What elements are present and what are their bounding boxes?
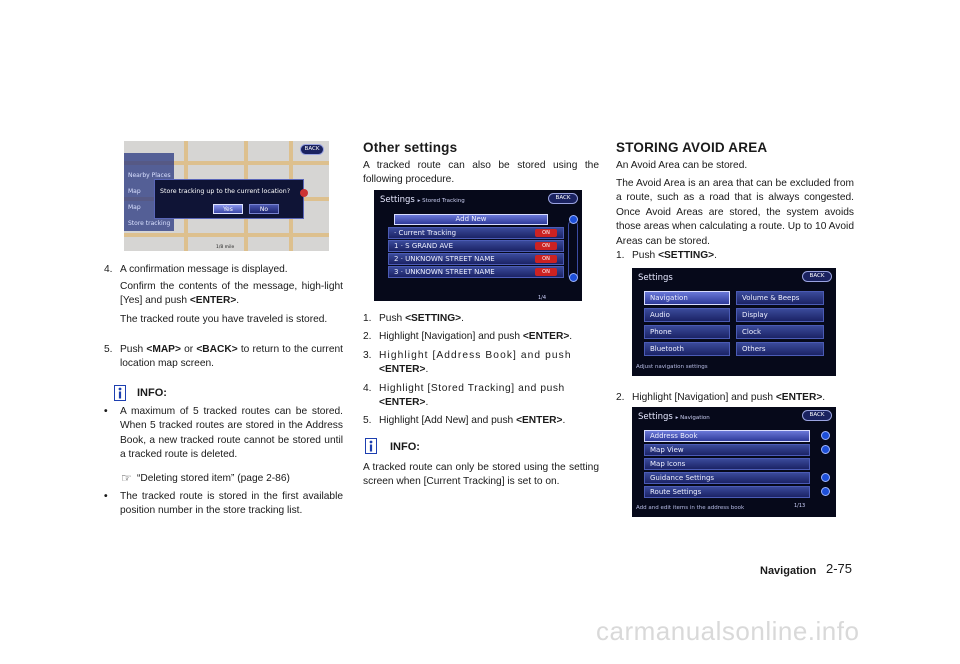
step: 1. Push <SETTING>. bbox=[363, 313, 464, 324]
navigation-settings-screen: Settings ▸ Navigation BACK Address Book Map View Map Icons Guidance Settings Route Settings 1/13 Add and edit items in the address book bbox=[632, 407, 836, 517]
bullet-dot: • bbox=[104, 406, 108, 417]
step-4-detail: Confirm the contents of the message, high-light [Yes] and push <ENTER>. bbox=[120, 281, 343, 307]
menu-navigation[interactable]: Navigation bbox=[644, 291, 730, 305]
vehicle-marker-icon bbox=[300, 189, 308, 197]
menu-item[interactable]: Store tracking bbox=[128, 220, 171, 227]
other-settings-heading: Other settings bbox=[363, 140, 458, 155]
tracking-row[interactable]: · Current Tracking ON bbox=[388, 227, 564, 239]
stored-tracking-screen: Settings ▸ Stored Tracking BACK Add New · Current Tracking ON 1 · S GRAND AVE ON 2 · UNKNOWN STREET NAME ON 3 · UNKNOWN STREET NAME ON 1/4 bbox=[374, 190, 582, 301]
menu-volume-beeps[interactable]: Volume & Beeps bbox=[736, 291, 824, 305]
bullet-1: • A maximum of 5 tracked routes can be stored. When 5 tracked routes are stored in the Address Book, a new tracked route cannot be stored until a tracked route is deleted. bbox=[104, 406, 343, 461]
menu-audio[interactable]: Audio bbox=[644, 308, 730, 322]
back-button[interactable]: BACK bbox=[802, 410, 832, 421]
back-button[interactable]: BACK bbox=[548, 193, 578, 204]
menu-clock[interactable]: Clock bbox=[736, 325, 824, 339]
storing-avoid-area-heading: STORING AVOID AREA bbox=[616, 140, 768, 155]
no-button[interactable]: No bbox=[249, 204, 279, 214]
menu-bluetooth[interactable]: Bluetooth bbox=[644, 342, 730, 356]
section-name: Navigation bbox=[760, 565, 817, 577]
tracking-row[interactable]: 1 · S GRAND AVE ON bbox=[388, 240, 564, 252]
map-confirmation-screen bbox=[124, 141, 329, 251]
on-badge: ON bbox=[535, 255, 557, 263]
page-indicator: 1/13 bbox=[794, 503, 806, 509]
scroll-page-up-icon[interactable] bbox=[821, 445, 830, 454]
on-badge: ON bbox=[535, 242, 557, 250]
menu-item[interactable]: Nearby Places bbox=[128, 172, 171, 179]
pointing-hand-icon: ☞ bbox=[121, 471, 132, 485]
step: 3. Highlight [Address Book] and push <ENTER>. bbox=[363, 349, 572, 376]
info-label: INFO: bbox=[390, 441, 420, 453]
on-badge: ON bbox=[535, 229, 557, 237]
bullet-dot: • bbox=[104, 491, 108, 502]
info-label: INFO: bbox=[137, 387, 167, 399]
page-indicator: 1/4 bbox=[538, 295, 547, 301]
info-icon bbox=[114, 385, 126, 401]
info-text: A tracked route can only be stored using the setting screen when [Current Tracking] is set to on. bbox=[363, 462, 599, 488]
scroll-page-down-icon[interactable] bbox=[821, 473, 830, 482]
page-number: 2-75 bbox=[826, 561, 853, 576]
avoid-area-intro: An Avoid Area can be stored. bbox=[616, 160, 748, 171]
menu-guidance-settings[interactable]: Guidance Settings bbox=[644, 472, 810, 484]
scroll-down-icon[interactable] bbox=[569, 273, 578, 282]
back-button[interactable]: BACK bbox=[802, 271, 832, 282]
confirmation-dialog bbox=[154, 179, 304, 219]
other-settings-intro: A tracked route can also be stored using the following procedure. bbox=[363, 160, 599, 186]
on-badge: ON bbox=[535, 268, 557, 276]
info-icon bbox=[365, 438, 377, 454]
step: 2. Highlight [Navigation] and push <ENTER>. bbox=[363, 331, 573, 343]
screen-hint: Add and edit items in the address book bbox=[636, 504, 745, 511]
menu-address-book[interactable]: Address Book bbox=[644, 430, 810, 442]
menu-phone[interactable]: Phone bbox=[644, 325, 730, 339]
step: 4. Highlight [Stored Tracking] and push <ENTER>. bbox=[363, 382, 565, 409]
scroll-up-icon[interactable] bbox=[569, 215, 578, 224]
scroll-down-icon[interactable] bbox=[821, 487, 830, 496]
cross-reference: ☞ “Deleting stored item” (page 2-86) bbox=[121, 471, 290, 485]
step: 5. Highlight [Add New] and push <ENTER>. bbox=[363, 415, 566, 427]
step-4-note: The tracked route you have traveled is stored. bbox=[120, 314, 328, 325]
step-1: 1. Push <SETTING>. bbox=[616, 250, 717, 261]
menu-display[interactable]: Display bbox=[736, 308, 824, 322]
map-scale: 1/8 mile bbox=[216, 245, 235, 250]
procedure-steps bbox=[363, 312, 599, 429]
watermark: carmanualsonline.info bbox=[596, 616, 860, 646]
menu-map-view[interactable]: Map View bbox=[644, 444, 810, 456]
yes-button[interactable]: Yes bbox=[213, 204, 243, 214]
screen-hint: Adjust navigation settings bbox=[636, 363, 708, 370]
dialog-text: Store tracking up to the current location? bbox=[160, 188, 291, 195]
step-2: 2. Highlight [Navigation] and push <ENTER>. bbox=[616, 392, 826, 403]
add-new-button[interactable]: Add New bbox=[394, 214, 548, 225]
settings-screen: Settings BACK Navigation Audio Phone Bluetooth Volume & Beeps Display Clock Others Adjust navigation settings bbox=[632, 268, 836, 376]
tracking-row[interactable]: 2 · UNKNOWN STREET NAME ON bbox=[388, 253, 564, 265]
menu-route-settings[interactable]: Route Settings bbox=[644, 486, 810, 498]
menu-others[interactable]: Others bbox=[736, 342, 824, 356]
step-4: 4. A confirmation message is displayed. bbox=[104, 264, 288, 275]
scroll-up-icon[interactable] bbox=[821, 431, 830, 440]
menu-item[interactable]: Map bbox=[128, 188, 141, 195]
bullet-2: • The tracked route is stored in the first available position number in the store tracking list. bbox=[104, 491, 343, 517]
tracking-row[interactable]: 3 · UNKNOWN STREET NAME ON bbox=[388, 266, 564, 278]
menu-item[interactable]: Map bbox=[128, 204, 141, 211]
back-button[interactable]: BACK bbox=[300, 144, 324, 155]
step-5: 5. Push <MAP> or <BACK> to return to the current location map screen. bbox=[104, 344, 343, 370]
avoid-area-description: The Avoid Area is an area that can be excluded from a route, such as a road that is always congested. Once Avoid Areas are stored, the system avoids those areas when calculating a route. Up to 10 Avoid Areas can be stored. bbox=[616, 178, 854, 247]
menu-map-icons[interactable]: Map Icons bbox=[644, 458, 810, 470]
scroll-track[interactable] bbox=[568, 220, 578, 280]
